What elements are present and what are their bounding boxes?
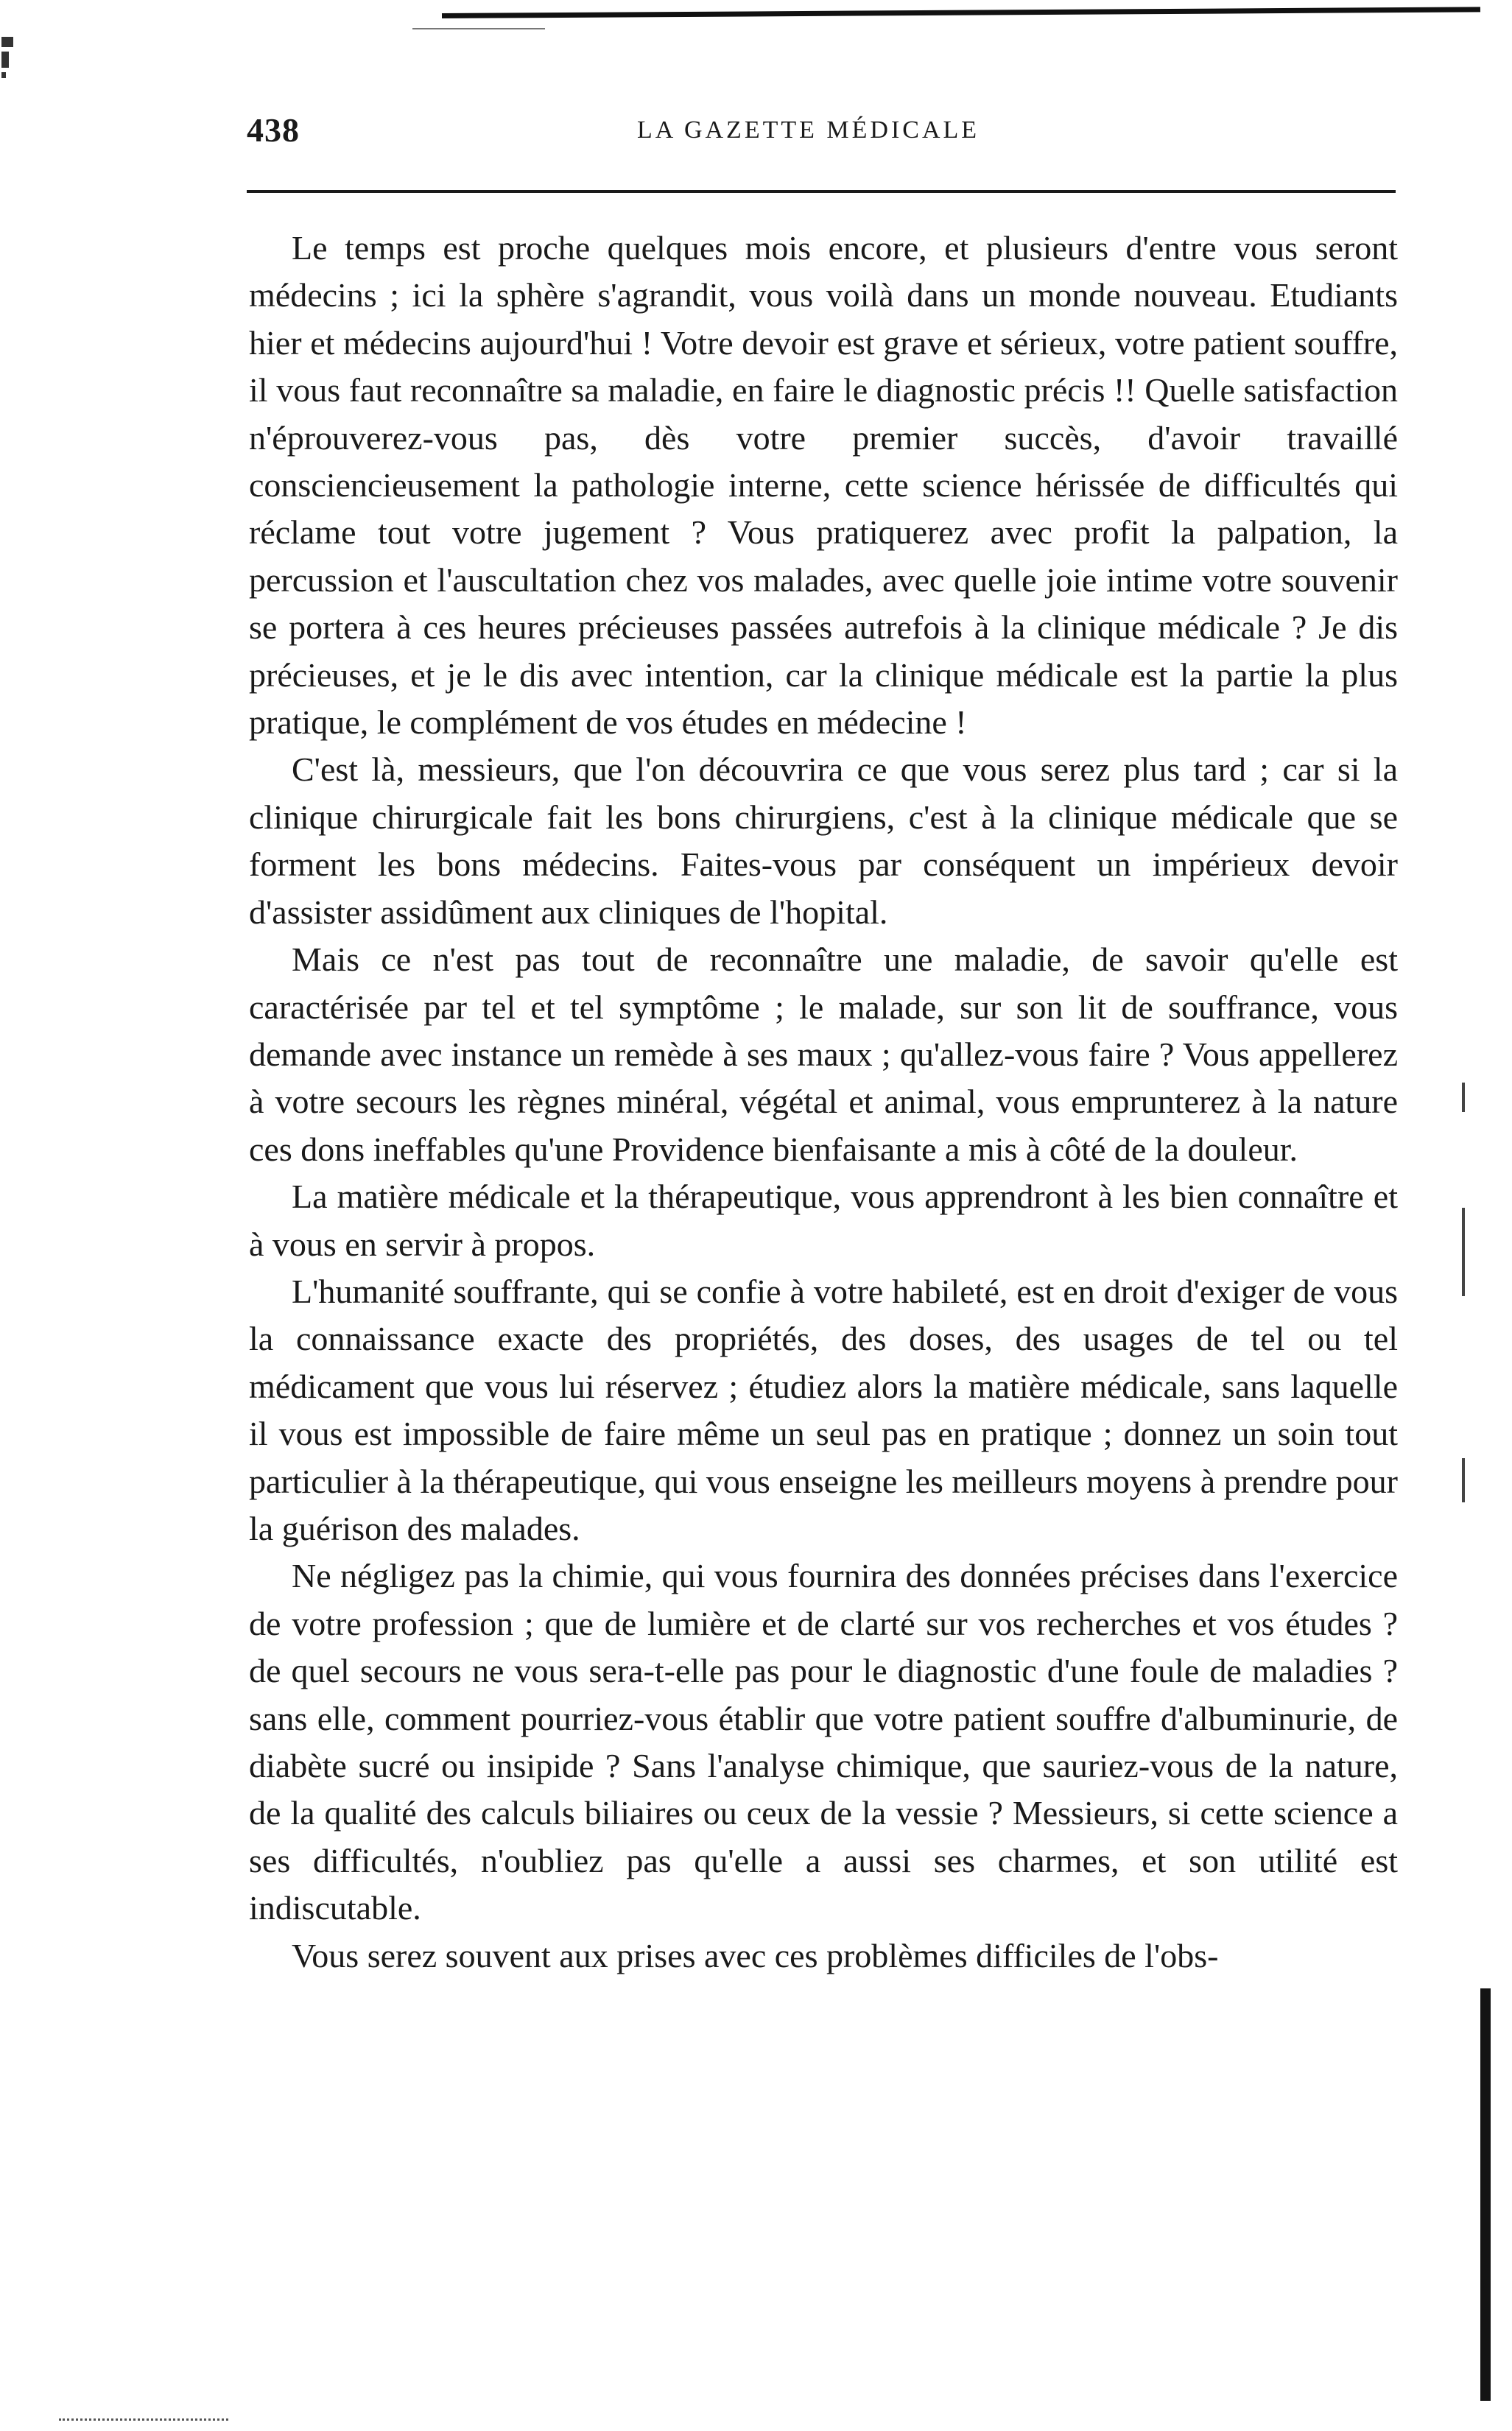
paragraph: Vous serez souvent aux prises avec ces problèmes difficiles de l'obs- bbox=[292, 1936, 1219, 1974]
page-header bbox=[247, 110, 1392, 155]
scan-right-speck bbox=[1462, 1083, 1465, 1112]
scan-top-rule bbox=[442, 7, 1480, 18]
paragraph: Le temps est proche quelques mois encore, et plusieurs d'entre vous seront médecins ; ici la sphère s'agrandit, vous voilà dans un monde nouveau. Etudiants hier et médecins aujourd'hui ! Votre devoir est grave et sérieux, votre patient souffre, il vous faut reconnaître sa maladie, en faire le diagnostic précis !! Quelle satisfaction n'éprouverez-vous pas, dès votre premier succès, d'avoir travaillé consciencieusement la pathologie interne, cette science hérissée de difficultés qui réclame tout votre jugement ? Vous pratiquerez avec profit la palpation, la percussion et l'auscultation chez vos malades, avec quelle joie intime votre souvenir se portera à ces heures précieuses passées autrefois à la clinique médicale ? Je dis précieuses, et je le dis avec intention, car la clinique médicale est la partie la plus pratique, le complément de vos études en médecine ! bbox=[249, 229, 1398, 742]
paragraph: Ne négligez pas la chimie, qui vous fournira des données précises dans l'exercice de votre profession ; que de lumière et de clarté sur vos recherches et vos études ? de quel secours ne vous sera-t-elle pas pour le diagnostic d'une foule de maladies ? sans elle, comment pourriez-vous établir que votre patient souffre d'albuminurie, de diabète sucré ou insipide ? Sans l'analyse chimique, que sauriez-vous de la nature, de la qualité des calculs biliaires ou ceux de la vessie ? Messieurs, si cette science a ses difficultés, n'oubliez pas qu'elle a aussi ses charmes, et son utilité est indiscutable. bbox=[249, 1557, 1398, 1927]
scan-bottom-smudge bbox=[59, 2418, 228, 2421]
paragraph: La matière médicale et la thérapeutique, vous apprendront à les bien connaître et à vous en servir à propos. bbox=[249, 1178, 1398, 1263]
scan-right-speck bbox=[1462, 1208, 1465, 1296]
body-text bbox=[249, 225, 1398, 1980]
scan-right-edge-bar bbox=[1480, 1988, 1491, 2401]
paragraph: Mais ce n'est pas tout de reconnaître une maladie, de savoir qu'elle est caractérisée par tel et tel symptôme ; le malade, sur son lit de souffrance, vous demande avec instance un remède à ses maux ; qu'allez-vous faire ? Vous appellerez à votre secours les règnes minéral, végétal et animal, vous emprunterez à la nature ces dons ineffables qu'une Providence bienfaisante a mis à côté de la douleur. bbox=[249, 940, 1398, 1168]
scan-left-margin-marks bbox=[1, 37, 18, 103]
running-title: LA GAZETTE MÉDICALE bbox=[637, 116, 980, 144]
header-rule bbox=[247, 190, 1396, 193]
scan-top-rule-faint bbox=[412, 28, 545, 29]
scan-right-speck bbox=[1462, 1458, 1465, 1502]
page-number: 438 bbox=[247, 111, 300, 149]
paragraph: C'est là, messieurs, que l'on découvrira ce que vous serez plus tard ; car si la clinique chirurgicale fait les bons chirurgiens, c'est à la clinique médicale que se forment les bons médecins. Faites-vous par conséquent un impérieux devoir d'assister assidûment aux cliniques de l'hopital. bbox=[249, 750, 1398, 931]
paragraph: L'humanité souffrante, qui se confie à votre habileté, est en droit d'exiger de vous la connaissance exacte des propriétés, des doses, des usages de tel ou tel médicament que vous lui réservez ; étudiez alors la matière médicale, sans laquelle il vous est impossible de faire même un seul pas en pratique ; donnez un soin tout particulier à la thérapeutique, qui vous enseigne les meilleurs moyens à prendre pour la guérison des malades. bbox=[249, 1272, 1398, 1547]
